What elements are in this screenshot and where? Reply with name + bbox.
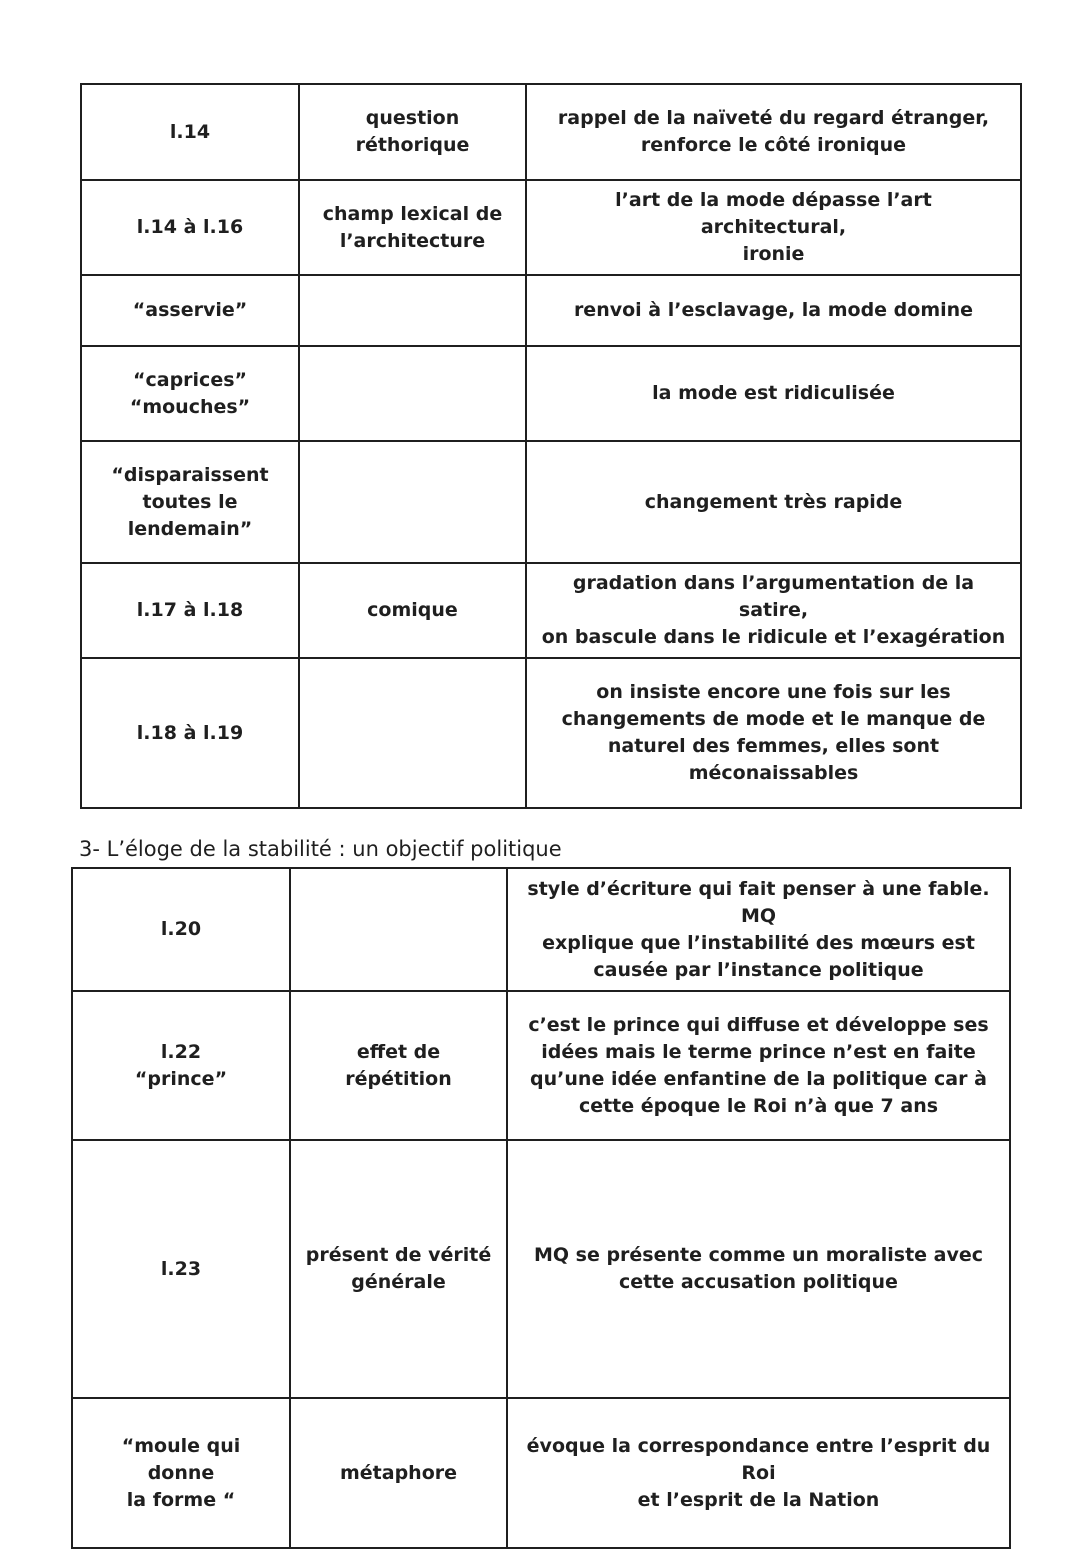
reference-cell: “asservie” xyxy=(81,275,299,346)
interpretation-cell: style d’écriture qui fait penser à une fable. MQ explique que l’instabilité des mœurs est causée par l’instance politique xyxy=(507,868,1010,991)
interpretation-cell: MQ se présente comme un moraliste avec cette accusation politique xyxy=(507,1140,1010,1398)
figure-cell xyxy=(299,658,526,808)
reference-cell: l.14 xyxy=(81,84,299,180)
section-heading: 3- L’éloge de la stabilité : un objectif politique xyxy=(79,837,562,861)
figure-cell: présent de vérité générale xyxy=(290,1140,507,1398)
analysis-table-2 xyxy=(71,867,1011,1549)
table-row xyxy=(72,1398,1010,1548)
table-row xyxy=(72,868,1010,991)
table-row xyxy=(81,441,1021,563)
reference-cell: l.23 xyxy=(72,1140,290,1398)
table-row xyxy=(81,180,1021,275)
figure-cell: métaphore xyxy=(290,1398,507,1548)
interpretation-cell: rappel de la naïveté du regard étranger, renforce le côté ironique xyxy=(526,84,1021,180)
figure-cell: comique xyxy=(299,563,526,658)
reference-cell: “moule qui donne la forme “ xyxy=(72,1398,290,1548)
interpretation-cell: l’art de la mode dépasse l’art architectural, ironie xyxy=(526,180,1021,275)
interpretation-cell: changement très rapide xyxy=(526,441,1021,563)
interpretation-cell: évoque la correspondance entre l’esprit du Roi et l’esprit de la Nation xyxy=(507,1398,1010,1548)
reference-cell: l.17 à l.18 xyxy=(81,563,299,658)
table-row xyxy=(81,658,1021,808)
table-row xyxy=(72,991,1010,1140)
reference-cell: “disparaissent toutes le lendemain” xyxy=(81,441,299,563)
reference-cell: l.22 “prince” xyxy=(72,991,290,1140)
interpretation-cell: c’est le prince qui diffuse et développe ses idées mais le terme prince n’est en faite qu’une idée enfantine de la politique car à cette époque le Roi n’à que 7 ans xyxy=(507,991,1010,1140)
reference-cell: “caprices” “mouches” xyxy=(81,346,299,441)
figure-cell xyxy=(299,275,526,346)
reference-cell: l.18 à l.19 xyxy=(81,658,299,808)
figure-cell xyxy=(290,868,507,991)
reference-cell: l.20 xyxy=(72,868,290,991)
figure-cell xyxy=(299,346,526,441)
figure-cell: question réthorique xyxy=(299,84,526,180)
interpretation-cell: gradation dans l’argumentation de la satire, on bascule dans le ridicule et l’exagération xyxy=(526,563,1021,658)
reference-cell: l.14 à l.16 xyxy=(81,180,299,275)
table-row xyxy=(81,84,1021,180)
figure-cell: effet de répétition xyxy=(290,991,507,1140)
table-row xyxy=(81,563,1021,658)
table-row xyxy=(81,275,1021,346)
interpretation-cell: on insiste encore une fois sur les changements de mode et le manque de naturel des femmes, elles sont méconaissables xyxy=(526,658,1021,808)
analysis-table-1 xyxy=(80,83,1022,809)
table-row xyxy=(81,346,1021,441)
figure-cell xyxy=(299,441,526,563)
figure-cell: champ lexical de l’architecture xyxy=(299,180,526,275)
interpretation-cell: la mode est ridiculisée xyxy=(526,346,1021,441)
interpretation-cell: renvoi à l’esclavage, la mode domine xyxy=(526,275,1021,346)
table-row xyxy=(72,1140,1010,1398)
